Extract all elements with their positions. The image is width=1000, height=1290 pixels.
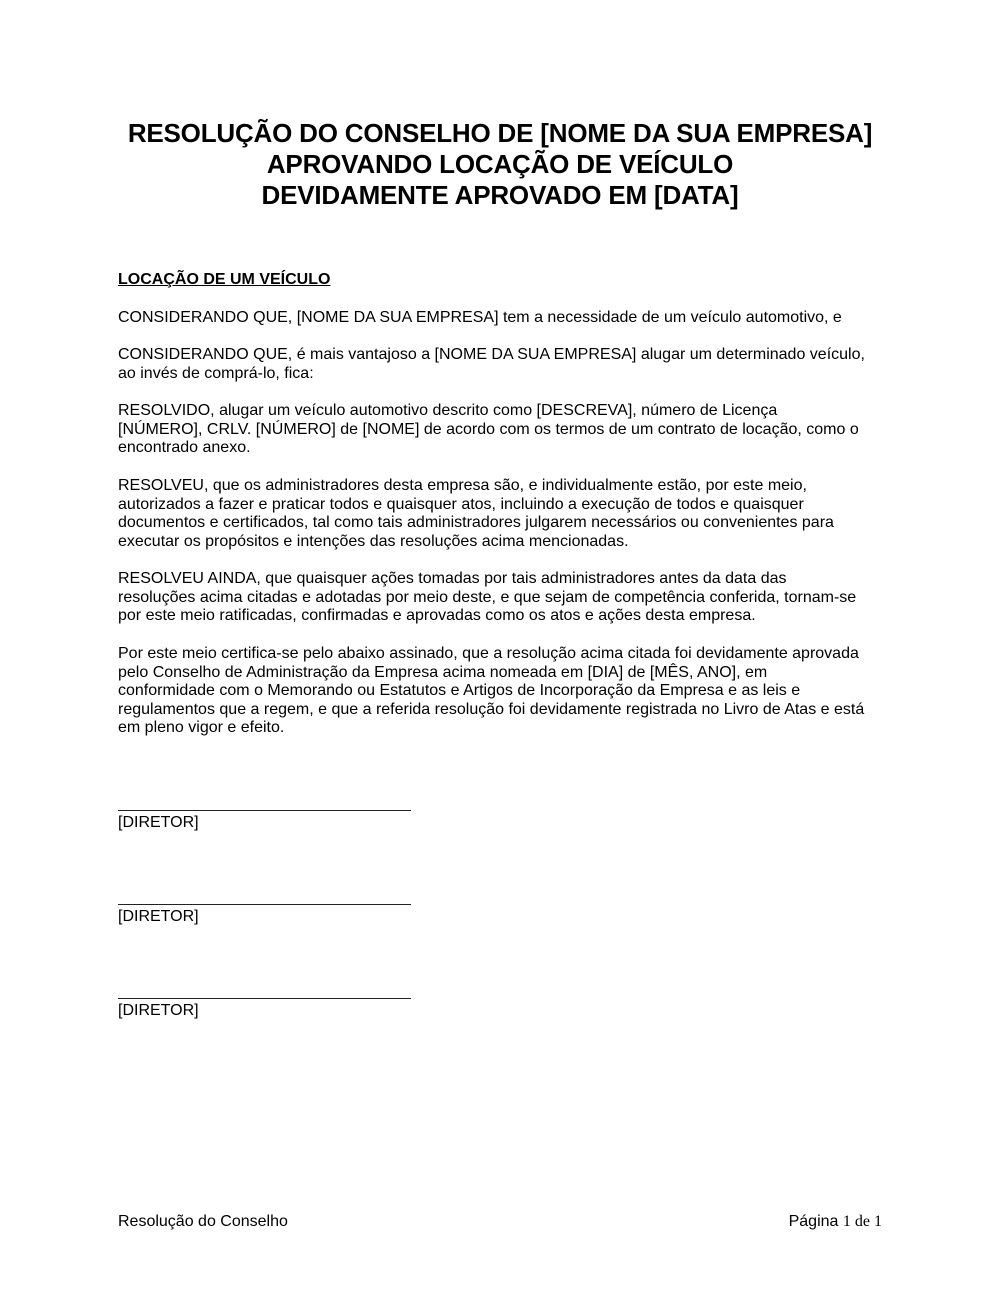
- paragraph-line: executar os propósitos e intenções das resoluções acima mencionadas.: [118, 532, 629, 550]
- paragraph-line: Por este meio certifica-se pelo abaixo assinado, que a resolução acima citada foi devidamente aprovada: [118, 645, 859, 662]
- paragraph-line: conformidade com o Memorando ou Estatutos e Artigos de Incorporação da Empresa e as leis e: [118, 682, 801, 700]
- paragraph-resolveu: [118, 477, 893, 551]
- paragraph-certificacao: [118, 645, 893, 738]
- paragraph-resolveu-ainda: [118, 570, 893, 626]
- signature-label: [DIRETOR]: [118, 1002, 199, 1019]
- paragraph-line: por este meio ratificadas, confirmadas e aprovadas como os atos e ações desta empresa.: [118, 607, 756, 625]
- document-title: [100, 118, 900, 211]
- paragraph-line: autorizados a fazer e praticar todos e quaisquer atos, incluindo a execução de todos e quaisquer: [118, 495, 804, 513]
- paragraph-line: pelo Conselho de Administração da Empresa acima nomeada em [DIA] de [MÊS, ANO], em: [118, 663, 768, 681]
- footer-document-name: Resolução do Conselho: [118, 1213, 288, 1230]
- paragraph-line: RESOLVEU AINDA, que quaisquer ações tomadas por tais administradores antes da data das: [118, 570, 787, 587]
- footer-page-count: 1 de 1: [842, 1213, 882, 1230]
- paragraph-line: RESOLVIDO, alugar um veículo automotivo descrito como [DESCREVA], número de Licença: [118, 402, 778, 419]
- paragraph-line: encontrado anexo.: [118, 439, 251, 457]
- signature-block: [118, 810, 411, 832]
- signature-block: [118, 904, 411, 926]
- signature-line: [118, 810, 411, 811]
- paragraph-line: RESOLVEU, que os administradores desta empresa são, e individualmente estão, por este meio,: [118, 477, 807, 494]
- paragraph-considerando-1: [118, 309, 893, 328]
- footer-page-number: [789, 1213, 882, 1231]
- signature-line: [118, 904, 411, 905]
- paragraph-considerando-2: [118, 346, 893, 383]
- signature-line: [118, 998, 411, 999]
- paragraph-line: CONSIDERANDO QUE, [NOME DA SUA EMPRESA] tem a necessidade de um veículo automotivo, e: [118, 309, 842, 326]
- title-line: RESOLUÇÃO DO CONSELHO DE [NOME DA SUA EMPRESA]: [127, 118, 873, 148]
- paragraph-line: documentos e certificados, tal como tais administradores julgarem necessários ou convenientes para: [118, 514, 834, 532]
- paragraph-line: CONSIDERANDO QUE, é mais vantajoso a [NOME DA SUA EMPRESA] alugar um determinado veículo,: [118, 346, 865, 363]
- paragraph-line: resoluções acima citadas e adotadas por meio deste, e que sejam de competência conferida, tornam-se: [118, 588, 857, 606]
- paragraph-line: regulamentos que a regem, e que a referida resolução foi devidamente registrada no Livro de Atas e está: [118, 700, 865, 718]
- paragraph-resolvido: [118, 402, 893, 458]
- paragraph-line: em pleno vigor e efeito.: [118, 719, 285, 737]
- signature-label: [DIRETOR]: [118, 908, 199, 925]
- title-line: DEVIDAMENTE APROVADO EM [DATA]: [261, 180, 739, 210]
- signature-label: [DIRETOR]: [118, 814, 199, 831]
- paragraph-line: [NÚMERO], CRLV. [NÚMERO] de [NOME] de acordo com os termos de um contrato de locação, como o: [118, 420, 859, 438]
- paragraph-line: ao invés de comprá-lo, fica:: [118, 364, 314, 382]
- footer-page-word: Página: [788, 1213, 839, 1230]
- section-heading: LOCAÇÃO DE UM VEÍCULO: [118, 271, 331, 288]
- title-line: APROVANDO LOCAÇÃO DE VEÍCULO: [266, 149, 734, 179]
- signature-block: [118, 998, 411, 1020]
